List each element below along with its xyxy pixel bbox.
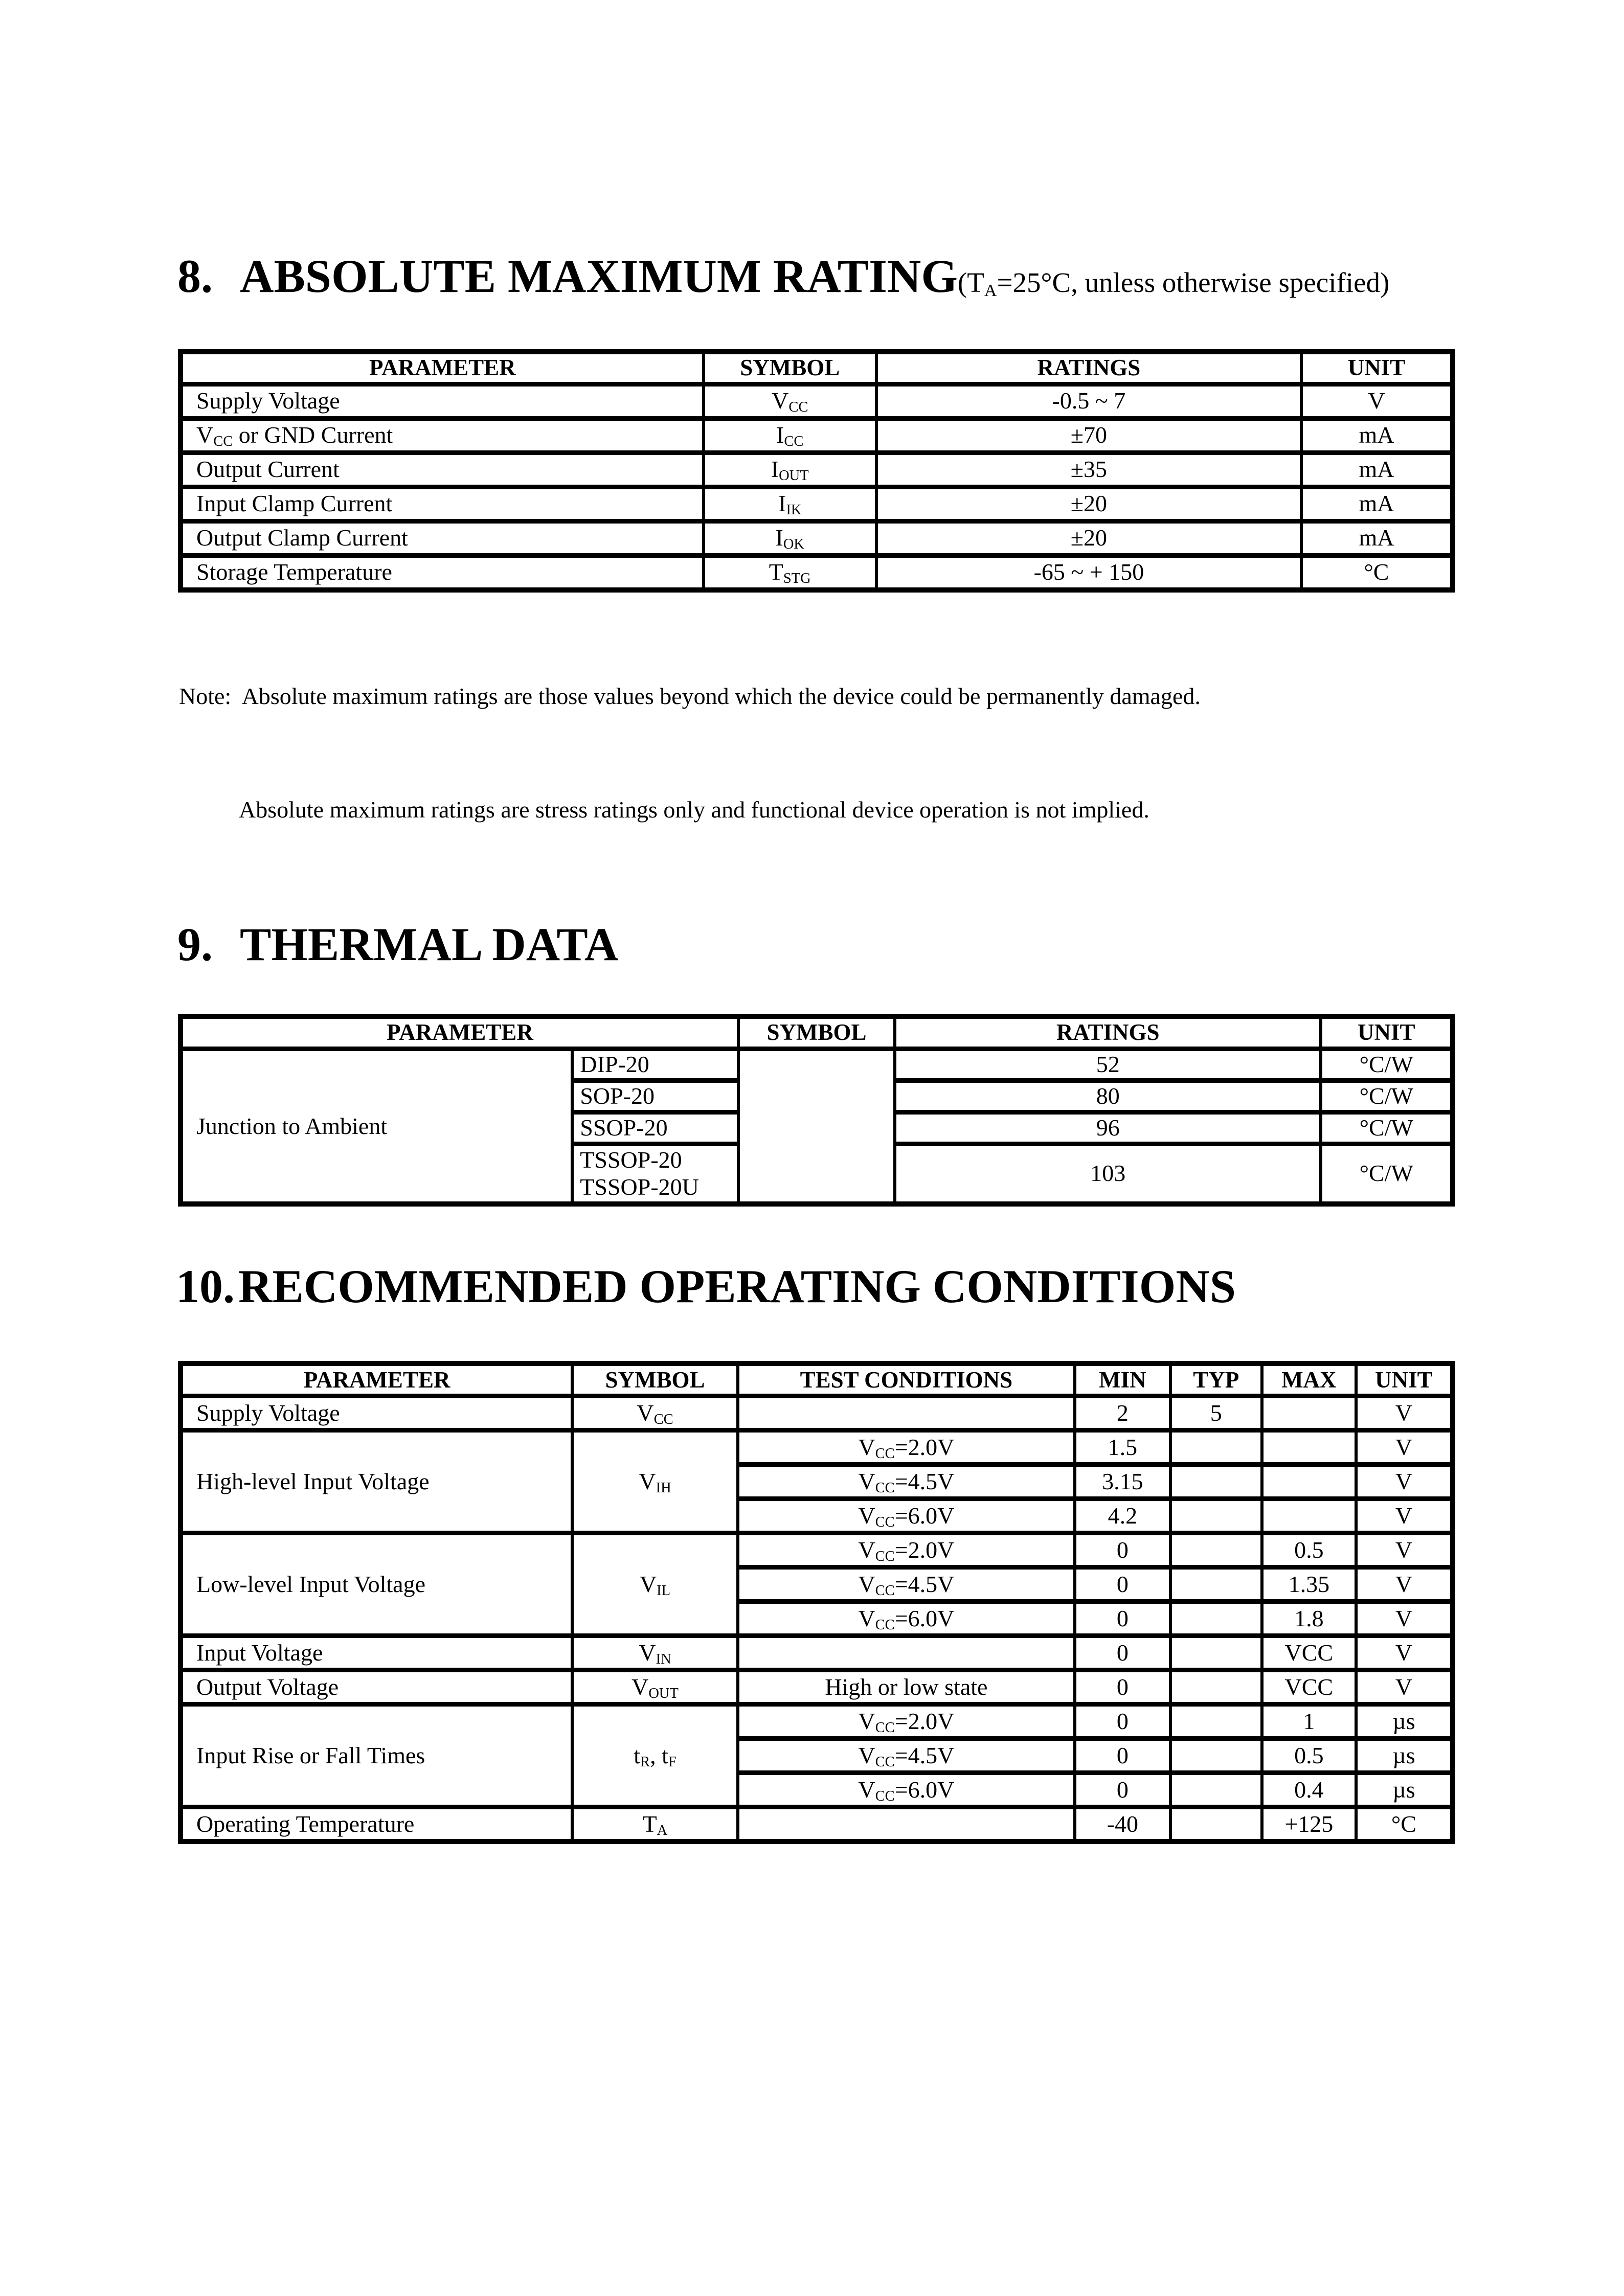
- cell-unit: V: [1356, 1499, 1453, 1533]
- cell-unit: V: [1356, 1636, 1453, 1670]
- cell-max: +125: [1262, 1807, 1356, 1842]
- cell-test-conditions: $V_{CC}=4.5V$: [738, 1739, 1075, 1773]
- column-header-parameter: PARAMETER: [181, 352, 704, 384]
- cell-unit: °C/W: [1321, 1144, 1453, 1204]
- column-header-unit: UNIT: [1321, 1016, 1453, 1049]
- section-number: 8.: [177, 250, 213, 302]
- section-subtitle: ($T_A=25^\circ C$, unless otherwise specified): [957, 267, 1390, 300]
- cell-max: [1262, 1465, 1356, 1499]
- table-row: [181, 1533, 1453, 1567]
- cell-package: DIP-20: [572, 1049, 738, 1081]
- cell-unit: °C: [1356, 1807, 1453, 1842]
- cell-unit: V: [1356, 1567, 1453, 1602]
- cell-unit: mA: [1301, 452, 1453, 487]
- section-recommended-operating-conditions: [0, 1262, 1624, 1845]
- cell-max: 0.4: [1262, 1773, 1356, 1807]
- cell-test-conditions: [738, 1807, 1075, 1842]
- section-number: 9.: [177, 918, 213, 970]
- cell-unit: V: [1356, 1602, 1453, 1636]
- cell-typ: [1170, 1807, 1262, 1842]
- cell-min: 4.2: [1075, 1499, 1170, 1533]
- cell-typ: [1170, 1430, 1262, 1465]
- cell-symbol: $V_{IN}$: [572, 1636, 737, 1670]
- table-row: [181, 1704, 1453, 1739]
- table-header-row: [181, 1016, 1453, 1049]
- cell-ratings: 96: [895, 1112, 1321, 1144]
- cell-max: 0.5: [1262, 1533, 1356, 1567]
- cell-min: 1.5: [1075, 1430, 1170, 1465]
- cell-symbol: $V_{IH}$: [572, 1430, 737, 1533]
- cell-symbol: $I_{OK}$: [704, 521, 876, 555]
- cell-parameter: Supply Voltage: [181, 384, 704, 418]
- column-header-unit: UNIT: [1356, 1363, 1453, 1396]
- cell-typ: [1170, 1465, 1262, 1499]
- note-text: [179, 602, 1624, 904]
- cell-parameter: Input Rise or Fall Times: [181, 1704, 572, 1807]
- column-header-max: MAX: [1262, 1363, 1356, 1396]
- table-row: [181, 1049, 1453, 1081]
- cell-package: [572, 1144, 738, 1204]
- table-row: [181, 1670, 1453, 1704]
- table-row: [181, 452, 1453, 487]
- table-row: [181, 1807, 1453, 1842]
- cell-symbol: $t_R$, $t_F$: [572, 1704, 737, 1807]
- package-line-2: TSSOP-20U: [580, 1173, 699, 1200]
- cell-symbol: $V_{IL}$: [572, 1533, 737, 1636]
- table-row: [181, 555, 1453, 590]
- cell-unit: °C/W: [1321, 1049, 1453, 1081]
- note-line-1: Note: Absolute maximum ratings are those values beyond which the device could be permanently damaged.: [179, 683, 1201, 709]
- column-header-symbol: SYMBOL: [572, 1363, 737, 1396]
- cell-typ: 5: [1170, 1396, 1262, 1430]
- cell-unit: V: [1356, 1465, 1453, 1499]
- table-row: [181, 1396, 1453, 1430]
- cell-min: 0: [1075, 1533, 1170, 1567]
- cell-unit: °C: [1301, 555, 1453, 590]
- cell-max: [1262, 1499, 1356, 1533]
- cell-test-conditions: $V_{CC}=4.5V$: [738, 1567, 1075, 1602]
- cell-symbol: $I_{OUT}$: [704, 452, 876, 487]
- cell-unit: °C/W: [1321, 1081, 1453, 1112]
- section-title: THERMAL DATA: [240, 918, 619, 970]
- column-header-min: MIN: [1075, 1363, 1170, 1396]
- thermal-data-table: [178, 1014, 1455, 1207]
- cell-max: VCC: [1262, 1670, 1356, 1704]
- cell-typ: [1170, 1636, 1262, 1670]
- section-absolute-maximum-rating: [0, 252, 1624, 904]
- cell-parameter: Input Clamp Current: [181, 487, 704, 521]
- table-row: [181, 1430, 1453, 1465]
- cell-ratings: -0.5 ~ 7: [876, 384, 1301, 418]
- cell-min: 0: [1075, 1773, 1170, 1807]
- cell-test-conditions: $V_{CC}=6.0V$: [738, 1773, 1075, 1807]
- column-header-ratings: RATINGS: [895, 1016, 1321, 1049]
- column-header-ratings: RATINGS: [876, 352, 1301, 384]
- note-line-2: Absolute maximum ratings are stress ratings only and functional device operation is not implied.: [239, 796, 1149, 823]
- cell-typ: [1170, 1773, 1262, 1807]
- recommended-operating-conditions-table: [178, 1361, 1455, 1844]
- cell-typ: [1170, 1602, 1262, 1636]
- cell-unit: µs: [1356, 1704, 1453, 1739]
- cell-min: 0: [1075, 1670, 1170, 1704]
- column-header-parameter: PARAMETER: [181, 1016, 738, 1049]
- cell-ratings: ±35: [876, 452, 1301, 487]
- cell-typ: [1170, 1739, 1262, 1773]
- cell-test-conditions: $V_{CC}=4.5V$: [738, 1465, 1075, 1499]
- cell-min: 0: [1075, 1567, 1170, 1602]
- cell-symbol: $I_{IK}$: [704, 487, 876, 521]
- cell-max: [1262, 1396, 1356, 1430]
- cell-unit: V: [1356, 1670, 1453, 1704]
- cell-ratings: 52: [895, 1049, 1321, 1081]
- cell-typ: [1170, 1567, 1262, 1602]
- cell-unit: mA: [1301, 521, 1453, 555]
- cell-symbol: $I_{CC}$: [704, 418, 876, 452]
- cell-typ: [1170, 1533, 1262, 1567]
- cell-min: 0: [1075, 1704, 1170, 1739]
- cell-min: 0: [1075, 1636, 1170, 1670]
- cell-unit: µs: [1356, 1773, 1453, 1807]
- cell-typ: [1170, 1670, 1262, 1704]
- section-title: ABSOLUTE MAXIMUM RATING: [240, 250, 958, 302]
- cell-parameter: Operating Temperature: [181, 1807, 572, 1842]
- table-header-row: [181, 1363, 1453, 1396]
- cell-package: SOP-20: [572, 1081, 738, 1112]
- cell-min: 2: [1075, 1396, 1170, 1430]
- cell-ratings: ±20: [876, 487, 1301, 521]
- cell-symbol: $V_{CC}$: [572, 1396, 737, 1430]
- cell-unit: V: [1356, 1396, 1453, 1430]
- cell-unit: V: [1356, 1533, 1453, 1567]
- column-header-symbol: SYMBOL: [704, 352, 876, 384]
- cell-parameter: Storage Temperature: [181, 555, 704, 590]
- section-title: RECOMMENDED OPERATING CONDITIONS: [238, 1260, 1236, 1312]
- cell-max: 1.35: [1262, 1567, 1356, 1602]
- absolute-maximum-ratings-table: [178, 349, 1455, 593]
- cell-min: 0: [1075, 1739, 1170, 1773]
- cell-test-conditions: [738, 1636, 1075, 1670]
- section-number: 10.: [176, 1260, 235, 1312]
- cell-ratings: 103: [895, 1144, 1321, 1204]
- cell-unit: µs: [1356, 1739, 1453, 1773]
- cell-test-conditions: $V_{CC}=2.0V$: [738, 1704, 1075, 1739]
- cell-unit: V: [1301, 384, 1453, 418]
- cell-symbol: $T_A$: [572, 1807, 737, 1842]
- cell-ratings: ±70: [876, 418, 1301, 452]
- column-header-typ: TYP: [1170, 1363, 1262, 1396]
- cell-parameter: High-level Input Voltage: [181, 1430, 572, 1533]
- cell-ratings: -65 ~ + 150: [876, 555, 1301, 590]
- cell-min: -40: [1075, 1807, 1170, 1842]
- cell-max: 0.5: [1262, 1739, 1356, 1773]
- cell-unit: mA: [1301, 487, 1453, 521]
- cell-max: 1.8: [1262, 1602, 1356, 1636]
- cell-test-conditions: $V_{CC}=6.0V$: [738, 1499, 1075, 1533]
- column-header-unit: UNIT: [1301, 352, 1453, 384]
- table-row: [181, 1636, 1453, 1670]
- cell-test-conditions: $V_{CC}=2.0V$: [738, 1430, 1075, 1465]
- cell-min: 3.15: [1075, 1465, 1170, 1499]
- cell-symbol: $V_{OUT}$: [572, 1670, 737, 1704]
- table-row: [181, 418, 1453, 452]
- cell-symbol: $V_{CC}$: [704, 384, 876, 418]
- cell-parameter: Supply Voltage: [181, 1396, 572, 1430]
- cell-min: 0: [1075, 1602, 1170, 1636]
- cell-symbol: $T_{STG}$: [704, 555, 876, 590]
- column-header-test-conditions: TEST CONDITIONS: [738, 1363, 1075, 1396]
- cell-parameter: $V_{CC}$ or GND Current: [181, 418, 704, 452]
- cell-parameter: Output Clamp Current: [181, 521, 704, 555]
- cell-max: VCC: [1262, 1636, 1356, 1670]
- cell-parameter: Low-level Input Voltage: [181, 1533, 572, 1636]
- cell-parameter: Output Current: [181, 452, 704, 487]
- table-row: [181, 384, 1453, 418]
- cell-unit: mA: [1301, 418, 1453, 452]
- package-line-1: TSSOP-20: [580, 1146, 682, 1173]
- cell-test-conditions: $V_{CC}=2.0V$: [738, 1533, 1075, 1567]
- cell-unit: V: [1356, 1430, 1453, 1465]
- cell-typ: [1170, 1704, 1262, 1739]
- cell-unit: °C/W: [1321, 1112, 1453, 1144]
- section-thermal-data: [0, 920, 1624, 1207]
- cell-symbol: [738, 1049, 895, 1204]
- section-heading: [177, 252, 1624, 301]
- cell-test-conditions: $V_{CC}=6.0V$: [738, 1602, 1075, 1636]
- cell-max: [1262, 1430, 1356, 1465]
- cell-ratings: 80: [895, 1081, 1321, 1112]
- cell-ratings: ±20: [876, 521, 1301, 555]
- cell-max: 1: [1262, 1704, 1356, 1739]
- cell-test-conditions: High or low state: [738, 1670, 1075, 1704]
- table-header-row: [181, 352, 1453, 384]
- section-heading: [176, 1262, 1624, 1311]
- section-heading: [177, 920, 1624, 969]
- column-header-parameter: PARAMETER: [181, 1363, 572, 1396]
- cell-parameter: Junction to Ambient: [181, 1049, 572, 1204]
- cell-parameter: Input Voltage: [181, 1636, 572, 1670]
- cell-test-conditions: [738, 1396, 1075, 1430]
- column-header-symbol: SYMBOL: [738, 1016, 895, 1049]
- cell-package: SSOP-20: [572, 1112, 738, 1144]
- cell-parameter: Output Voltage: [181, 1670, 572, 1704]
- table-row: [181, 487, 1453, 521]
- table-row: [181, 521, 1453, 555]
- cell-typ: [1170, 1499, 1262, 1533]
